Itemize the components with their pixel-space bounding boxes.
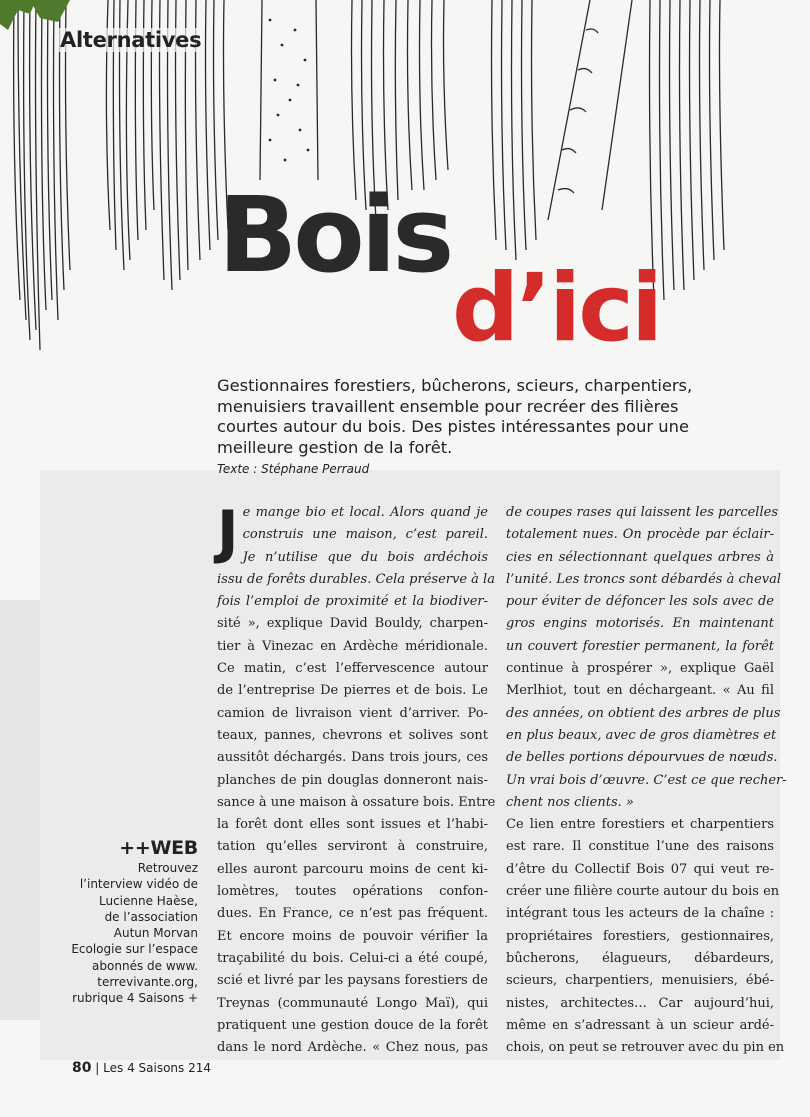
text-line: Un vrai bois d’œuvre. C’est ce que recher-: [506, 772, 787, 788]
text-line: nistes, architectes… Car aujourd’hui,: [506, 995, 774, 1011]
text-line: Treynas (communauté Longo Maï), qui: [217, 995, 488, 1011]
text-line: de coupes rases qui laissent les parcelles: [506, 505, 778, 520]
article-column-left: [217, 498, 496, 1059]
text-line: Merlhiot, tout en déchargeant. « Au fil: [506, 683, 774, 699]
sidebar-line: de l’association: [104, 909, 198, 924]
text-line: totalement nues. On procède par éclair-: [506, 527, 774, 543]
text-line: fois l’emploi de proximité et la biodiver-: [217, 594, 488, 610]
author-credit: Texte : Stéphane Perraud: [217, 462, 370, 476]
page-number: 80: [72, 1060, 92, 1076]
text-line: sité », explique David Bouldy, charpen-: [217, 616, 488, 632]
text-line: intégrant tous les acteurs de la chaîne :: [506, 906, 774, 922]
text-line: créer une filière courte autour du bois en: [506, 884, 780, 900]
text-line: d’être du Collectif Bois 07 qui veut re-: [506, 861, 774, 877]
text-line: Et encore moins de pouvoir vérifier la: [217, 928, 488, 944]
sidebar-line: Lucienne Haèse,: [98, 893, 198, 908]
text-line: issu de forêts durables. Cela préserve à la: [217, 571, 495, 587]
text-line: traçabilité du bois. Celui-ci a été coupé,: [217, 950, 488, 966]
text-line: dues. En France, ce n’est pas fréquent.: [217, 906, 488, 922]
text-line: camion de livraison vient d’arriver. Po-: [217, 705, 488, 721]
text-line: de belles portions dépourvues de nœuds.: [506, 750, 778, 766]
text-line: propriétaires forestiers, gestionnaires,: [506, 928, 774, 944]
sidebar-line: abonnés de www.: [92, 958, 198, 973]
text-line: de l’entreprise De pierres et de bois. Le: [217, 683, 488, 699]
headline-line-1: Bois: [218, 174, 451, 296]
web-sidebar: [40, 836, 198, 1007]
text-line: est rare. Il constitue l’une des raisons: [506, 839, 774, 855]
text-line: la forêt dont elles sont issues et l’habi-: [217, 817, 488, 833]
text-line: continue à prospérer », explique Gaël: [506, 661, 774, 677]
article-column-right: [506, 502, 787, 1059]
sidebar-line: Ecologie sur l’espace: [71, 942, 198, 957]
sidebar-line: Autun Morvan: [113, 926, 198, 941]
text-line: lomètres, toutes opérations confon-: [217, 884, 488, 900]
text-line: scié et livré par les paysans forestiers de: [217, 973, 488, 989]
text-line: aussitôt déchargés. Dans trois jours, ces: [217, 750, 488, 766]
lead-paragraph: Gestionnaires forestiers, bûcherons, scieurs, charpentiers, menuisiers travaillent ensemble pour recréer des filières courtes autour du bois. Des pistes intéressantes pour une meilleure gestion de la forêt.: [217, 376, 693, 457]
text-line: en plus beaux, avec de gros diamètres et: [506, 727, 777, 743]
sidebar-line: rubrique 4 Saisons +: [72, 991, 198, 1006]
text-line: pratiquent une gestion douce de la forêt: [217, 1017, 488, 1033]
text-line: chent nos clients. »: [506, 794, 634, 810]
page-footer: 80 | Les 4 Saisons 214: [72, 1060, 212, 1076]
text-line: un couvert forestier permanent, la forêt: [506, 638, 774, 654]
text-line: elles auront parcouru moins de cent ki-: [217, 861, 488, 877]
text-line: sance à une maison à ossature bois. Entre: [217, 794, 496, 810]
sidebar-title: ++WEB: [119, 837, 198, 859]
headline-line-2: d’ici: [452, 254, 661, 363]
text-line: pour éviter de défoncer les sols avec de: [506, 594, 774, 610]
text-line: scieurs, charpentiers, menuisiers, ébé-: [506, 973, 774, 989]
sidebar-line: Retrouvez: [137, 861, 198, 875]
text-line: l’unité. Les troncs sont débardés à cheval: [506, 571, 782, 587]
text-line: dans le nord Ardèche. « Chez nous, pas: [217, 1040, 488, 1056]
text-line: teaux, pannes, chevrons et solives sont: [217, 727, 488, 743]
text-line: des années, on obtient des arbres de plus: [506, 705, 781, 721]
sidebar-line: l’interview vidéo de: [79, 877, 198, 892]
text-line: Ce matin, c’est l’effervescence autour: [217, 661, 488, 677]
text-line: tation qu’elles serviront à construire,: [217, 839, 488, 855]
magazine-issue: Les 4 Saisons 214: [103, 1061, 212, 1075]
text-line: tier à Vinezac en Ardèche méridionale.: [217, 638, 488, 654]
text-line: Je n’utilise que du bois ardéchois: [242, 549, 488, 565]
section-rubric: Alternatives: [60, 28, 202, 52]
text-line: même en s’adressant à un scieur ardé-: [506, 1017, 774, 1033]
drop-cap: J: [217, 498, 239, 566]
text-line: cies en sélectionnant quelques arbres à: [506, 549, 774, 565]
text-line: construis une maison, c’est pareil.: [242, 527, 488, 543]
text-line: bûcherons, élagueurs, débardeurs,: [506, 950, 774, 966]
text-line: gros engins motorisés. En maintenant: [506, 616, 774, 632]
text-line: e mange bio et local. Alors quand je: [242, 505, 488, 520]
text-line: Ce lien entre forestiers et charpentiers: [506, 817, 774, 833]
text-line: planches de pin douglas donneront nais-: [217, 772, 488, 788]
text-line: chois, on peut se retrouver avec du pin en: [506, 1040, 785, 1056]
sidebar-line: terrevivante.org,: [97, 975, 198, 990]
